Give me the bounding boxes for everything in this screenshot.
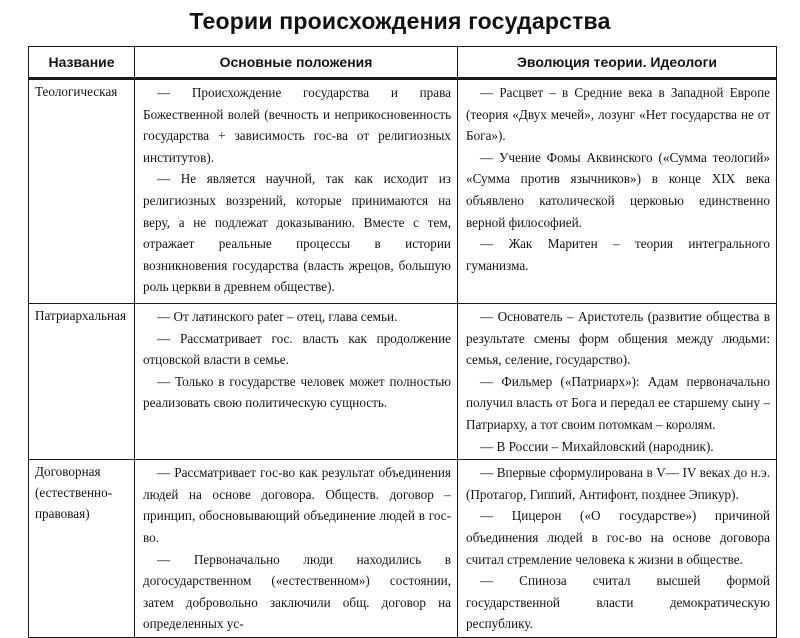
evolution-item: — Расцвет – в Средние века в Западной Европе (теория «Двух мечей», лозунг «Нет государства не от Бога»). xyxy=(466,85,770,144)
evolution-item: — Основатель – Аристотель (развитие общества в результате смены форм общения между людьми: семья, селение, государство). xyxy=(466,309,770,368)
position-item: — Рассматривает гос-во как результат объединения людей на основе договора. Обществ. договор – принцип, обосновывающий объединение людей в гос-во. xyxy=(143,465,451,545)
page-title: Теории происхождения государства xyxy=(189,8,611,34)
evolution-item: — Учение Фомы Аквинского («Сумма теологий» «Сумма против язычников») в конце XIX века объявлено католической церковью единственно верной философией. xyxy=(466,149,770,230)
evolution-item: — Впервые сформулирована в V— IV веках до н.э. (Протагор, Гиппий, Антифонт, позднее Эпикур). xyxy=(466,465,770,502)
evolution-item: — Цицерон («О государстве») причиной объединения людей в гос-во на основе договора считал стремление человека к жизни в обществе. xyxy=(466,508,770,567)
position-item: — Первоначально люди находились в догосударственном («естественном») состоянии, затем добровольно заключили общ. договор на определенных ус- xyxy=(143,551,451,632)
theory-name: Патриархальная xyxy=(29,304,135,460)
positions-cell xyxy=(135,460,458,638)
table-row xyxy=(29,304,777,460)
evolution-item: — Жак Маритен – теория интегрального гуманизма. xyxy=(466,236,770,273)
position-item: — Только в государстве человек может полностью реализовать свою политическую сущность. xyxy=(143,373,451,411)
evolution-cell xyxy=(458,460,777,638)
position-item: — Рассматривает гос. власть как продолжение отцовской власти в семье. xyxy=(143,330,451,368)
evolution-cell xyxy=(458,79,777,304)
evolution-cell xyxy=(458,304,777,460)
positions-cell xyxy=(135,304,458,460)
header-name: Название xyxy=(29,47,135,79)
position-item: — От латинского pater – отец, глава семьи. xyxy=(157,309,398,324)
theories-table xyxy=(28,46,777,638)
evolution-item: — В России – Михайловский (народник). xyxy=(480,438,714,454)
theory-name: Договорная (естественно-правовая) xyxy=(29,460,135,638)
positions-cell xyxy=(135,79,458,304)
table-row xyxy=(29,79,777,304)
evolution-item: — Фильмер («Патриарх»): Адам первоначально получил власть от Бога и передал ее старшему сыну – Патриарху, а тот своим потомкам – королям. xyxy=(466,373,770,432)
position-item: — Происхождение государства и права Божественной волей (вечность и неприкосновенность государства + зависимость гос-ва от религиозных институтов). xyxy=(143,85,451,165)
theory-name: Теологическая xyxy=(29,79,135,304)
table-row xyxy=(29,460,777,638)
position-item: — Не является научной, так как исходит из религиозных воззрений, которые принимаются на веру, а не подлежат доказыванию. Вместе с тем, отражает реальные процессы в истории возникновения государства (власть жрецов, большую роль церкви в древнем обществе). xyxy=(143,171,451,295)
header-positions: Основные положения xyxy=(135,47,458,79)
table-header-row xyxy=(29,47,777,79)
evolution-item: — Спиноза считал высшей формой государственной власти демократическую республику. xyxy=(466,573,770,632)
header-evolution: Эволюция теории. Идеологи xyxy=(458,47,777,79)
